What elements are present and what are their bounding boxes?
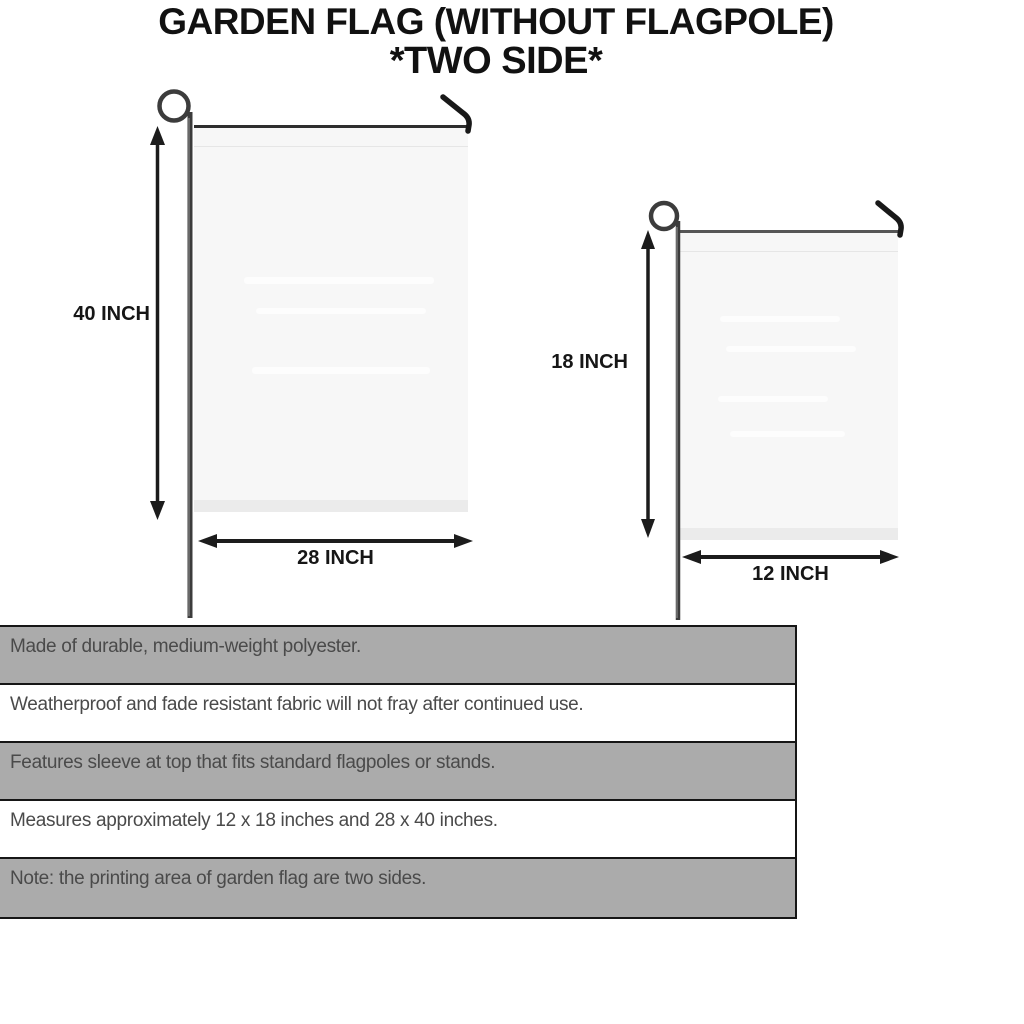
feature-row-text: Features sleeve at top that fits standard flagpoles or stands. (10, 752, 496, 773)
large-pole-loop-icon (160, 92, 189, 121)
small-height-arrow-icon (641, 230, 655, 538)
large-flag-width-label: 28 INCH (297, 547, 374, 569)
feature-row (0, 685, 795, 743)
small-pole-loop-icon (651, 203, 677, 229)
large-flagpole-icon (160, 92, 191, 619)
small-width-arrow-icon (682, 550, 899, 564)
feature-row (0, 627, 795, 685)
feature-row-text: Measures approximately 12 x 18 inches and 28 x 40 inches. (10, 810, 498, 831)
feature-row (0, 801, 795, 859)
large-clip-hook-icon (443, 97, 469, 131)
large-width-arrow-icon (198, 534, 473, 548)
feature-row-text: Weatherproof and fade resistant fabric will not fray after continued use. (10, 694, 584, 715)
page-title: GARDEN FLAG (WITHOUT FLAGPOLE) (158, 1, 834, 42)
features-table (0, 625, 797, 919)
small-flag-width-label: 12 INCH (752, 563, 829, 585)
large-height-arrow-icon (150, 126, 165, 520)
feature-row (0, 743, 795, 801)
small-flagpole-icon (651, 203, 678, 620)
feature-row-text: Note: the printing area of garden flag are two sides. (10, 868, 427, 889)
page-subtitle: *TWO SIDE* (389, 39, 603, 82)
small-clip-hook-icon (878, 203, 901, 235)
feature-row (0, 859, 795, 917)
feature-row-text: Made of durable, medium-weight polyester. (10, 636, 362, 657)
small-flag-height-label: 18 INCH (551, 351, 628, 373)
large-flag-height-label: 40 INCH (73, 303, 150, 325)
